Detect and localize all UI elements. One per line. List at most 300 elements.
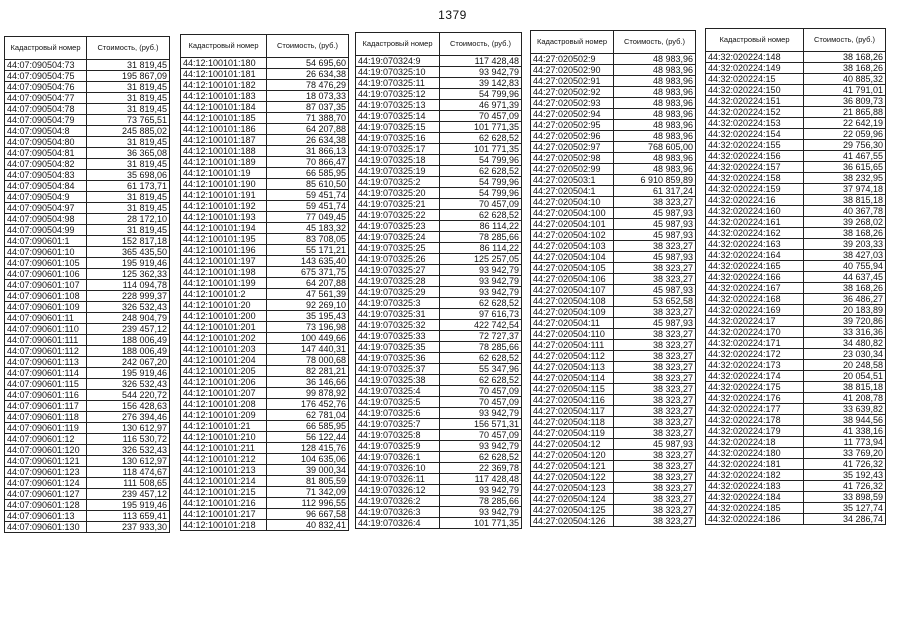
cadastral-number-cell: 44:32:020224:151 xyxy=(706,96,804,107)
cost-cell: 48 983,96 xyxy=(614,131,696,142)
cost-cell: 21 865,88 xyxy=(804,107,886,118)
cadastral-number-cell: 44:19:070325:17 xyxy=(356,144,440,155)
cadastral-number-cell: 44:32:020224:176 xyxy=(706,393,804,404)
cadastral-number-cell: 44:27:020502:98 xyxy=(531,153,614,164)
cost-cell: 72 727,37 xyxy=(440,331,522,342)
cost-cell: 41 726,32 xyxy=(804,481,886,492)
cost-cell: 85 610,50 xyxy=(267,179,349,190)
table-row xyxy=(706,96,886,107)
cadastral-number-cell: 44:32:020224:174 xyxy=(706,371,804,382)
table-row xyxy=(356,309,522,320)
cadastral-number-cell: 44:32:020224:178 xyxy=(706,415,804,426)
table-row xyxy=(5,390,170,401)
table-row xyxy=(356,133,522,144)
cadastral-number-cell: 44:32:020224:185 xyxy=(706,503,804,514)
cadastral-number-cell: 44:27:020502:92 xyxy=(531,87,614,98)
page-number: 1379 xyxy=(438,8,467,22)
cost-cell: 31 819,45 xyxy=(87,203,170,214)
cadastral-number-cell: 44:27:020502:90 xyxy=(531,65,614,76)
cadastral-number-cell: 44:19:070325:13 xyxy=(356,100,440,111)
cost-cell: 35 127,74 xyxy=(804,503,886,514)
cadastral-number-cell: 44:32:020224:158 xyxy=(706,173,804,184)
table-row xyxy=(356,342,522,353)
table-row xyxy=(181,289,349,300)
table-row xyxy=(706,459,886,470)
cost-cell: 39 720,86 xyxy=(804,316,886,327)
table-row xyxy=(181,146,349,157)
cost-cell: 62 628,52 xyxy=(440,210,522,221)
table-row xyxy=(531,318,696,329)
cadastral-number-cell: 44:19:070324:9 xyxy=(356,56,440,67)
cadastral-number-cell: 44:32:020224:173 xyxy=(706,360,804,371)
table-row xyxy=(531,340,696,351)
cost-cell: 62 628,52 xyxy=(440,133,522,144)
table-row xyxy=(531,76,696,87)
cost-cell: 326 532,43 xyxy=(87,302,170,313)
table-row xyxy=(356,276,522,287)
cadastral-number-cell: 44:32:020224:153 xyxy=(706,118,804,129)
cost-cell: 28 172,10 xyxy=(87,214,170,225)
cadastral-number-cell: 44:12:100101:213 xyxy=(181,465,267,476)
cost-cell: 38 323,27 xyxy=(614,406,696,417)
cadastral-number-cell: 44:19:070326:4 xyxy=(356,518,440,529)
cadastral-table-5 xyxy=(705,28,886,525)
table-row xyxy=(706,195,886,206)
cost-cell: 70 457,09 xyxy=(440,111,522,122)
table-row xyxy=(531,98,696,109)
cost-cell: 31 819,45 xyxy=(87,137,170,148)
cadastral-number-cell: 44:12:100101:203 xyxy=(181,344,267,355)
cost-cell: 92 269,10 xyxy=(267,300,349,311)
cadastral-number-cell: 44:32:020224:181 xyxy=(706,459,804,470)
cost-cell: 111 508,65 xyxy=(87,478,170,489)
cadastral-number-cell: 44:27:020504:117 xyxy=(531,406,614,417)
cadastral-number-cell: 44:19:070325:18 xyxy=(356,155,440,166)
cadastral-number-cell: 44:07:090601:114 xyxy=(5,368,87,379)
cadastral-number-cell: 44:07:090601:12 xyxy=(5,434,87,445)
cost-cell: 78 285,66 xyxy=(440,342,522,353)
cost-cell: 156 428,63 xyxy=(87,401,170,412)
cadastral-number-cell: 44:12:100101:194 xyxy=(181,223,267,234)
cadastral-number-cell: 44:07:090504:80 xyxy=(5,137,87,148)
cost-cell: 99 878,92 xyxy=(267,388,349,399)
cost-cell: 326 532,43 xyxy=(87,445,170,456)
table-row xyxy=(181,201,349,212)
cadastral-number-cell: 44:32:020224:15 xyxy=(706,74,804,85)
cadastral-number-cell: 44:12:100101:191 xyxy=(181,190,267,201)
table-row xyxy=(531,494,696,505)
cadastral-number-cell: 44:12:100101:210 xyxy=(181,432,267,443)
table-row xyxy=(5,71,170,82)
table-row xyxy=(531,439,696,450)
cost-cell: 48 983,96 xyxy=(614,87,696,98)
cost-cell: 54 799,96 xyxy=(440,155,522,166)
cadastral-number-cell: 44:07:090601:120 xyxy=(5,445,87,456)
cadastral-number-cell: 44:32:020224:172 xyxy=(706,349,804,360)
cadastral-number-cell: 44:07:090601:130 xyxy=(5,522,87,533)
cost-cell: 48 983,96 xyxy=(614,54,696,65)
cost-cell: 195 919,46 xyxy=(87,500,170,511)
cost-cell: 326 532,43 xyxy=(87,379,170,390)
table-row xyxy=(181,91,349,102)
cost-cell: 38 168,26 xyxy=(804,52,886,63)
cadastral-number-cell: 44:07:090504:81 xyxy=(5,148,87,159)
cadastral-number-cell: 44:32:020224:17 xyxy=(706,316,804,327)
cadastral-number-cell: 44:27:020504:103 xyxy=(531,241,614,252)
cost-cell: 34 286,74 xyxy=(804,514,886,525)
cadastral-number-cell: 44:27:020504:100 xyxy=(531,208,614,219)
cost-cell: 125 257,05 xyxy=(440,254,522,265)
cadastral-number-cell: 44:07:090504:84 xyxy=(5,181,87,192)
header-cadastral: Кадастровый номер xyxy=(356,33,440,56)
cadastral-number-cell: 44:19:070325:35 xyxy=(356,342,440,353)
cadastral-number-cell: 44:12:100101:197 xyxy=(181,256,267,267)
cadastral-number-cell: 44:19:070325:27 xyxy=(356,265,440,276)
table-row xyxy=(181,498,349,509)
table-row xyxy=(5,456,170,467)
cadastral-number-cell: 44:12:100101:206 xyxy=(181,377,267,388)
cadastral-number-cell: 44:27:020503:1 xyxy=(531,175,614,186)
table-row xyxy=(706,294,886,305)
table-row xyxy=(181,388,349,399)
cadastral-number-cell: 44:32:020224:160 xyxy=(706,206,804,217)
cost-cell: 38 168,26 xyxy=(804,228,886,239)
cadastral-number-cell: 44:32:020224:163 xyxy=(706,239,804,250)
cost-cell: 73 196,98 xyxy=(267,322,349,333)
cost-cell: 41 338,16 xyxy=(804,426,886,437)
table-row xyxy=(531,230,696,241)
cadastral-number-cell: 44:12:100101:208 xyxy=(181,399,267,410)
cadastral-number-cell: 44:32:020224:156 xyxy=(706,151,804,162)
cadastral-number-cell: 44:07:090601:11 xyxy=(5,313,87,324)
table-row xyxy=(706,173,886,184)
cost-cell: 62 628,52 xyxy=(440,353,522,364)
cadastral-number-cell: 44:12:100101:205 xyxy=(181,366,267,377)
cadastral-number-cell: 44:07:090601:128 xyxy=(5,500,87,511)
table-row xyxy=(531,450,696,461)
cadastral-number-cell: 44:12:100101:189 xyxy=(181,157,267,168)
table-row xyxy=(356,474,522,485)
cost-cell: 31 819,45 xyxy=(87,225,170,236)
table-row xyxy=(5,236,170,247)
cadastral-number-cell: 44:07:090601:121 xyxy=(5,456,87,467)
table-row xyxy=(5,247,170,258)
table-row xyxy=(531,120,696,131)
cost-cell: 41 791,01 xyxy=(804,85,886,96)
table-row xyxy=(531,417,696,428)
cadastral-number-cell: 44:27:020502:94 xyxy=(531,109,614,120)
cost-cell: 31 819,45 xyxy=(87,82,170,93)
cadastral-number-cell: 44:32:020224:18 xyxy=(706,437,804,448)
cadastral-number-cell: 44:32:020224:154 xyxy=(706,129,804,140)
table-row xyxy=(5,500,170,511)
table-row xyxy=(706,393,886,404)
cost-cell: 248 904,79 xyxy=(87,313,170,324)
cadastral-number-cell: 44:32:020224:177 xyxy=(706,404,804,415)
table-header-row xyxy=(5,37,170,60)
cadastral-number-cell: 44:32:020224:150 xyxy=(706,85,804,96)
cost-cell: 35 195,43 xyxy=(267,311,349,322)
table-row xyxy=(531,87,696,98)
cost-cell: 48 983,96 xyxy=(614,153,696,164)
table-row xyxy=(706,338,886,349)
cadastral-number-cell: 44:19:070325:3 xyxy=(356,298,440,309)
cadastral-number-cell: 44:27:020504:124 xyxy=(531,494,614,505)
table-row xyxy=(181,245,349,256)
table-row xyxy=(181,300,349,311)
cadastral-number-cell: 44:19:070325:31 xyxy=(356,309,440,320)
table-row xyxy=(181,377,349,388)
table-row xyxy=(356,419,522,430)
table-row xyxy=(706,481,886,492)
cadastral-number-cell: 44:19:070326:11 xyxy=(356,474,440,485)
cost-cell: 38 323,27 xyxy=(614,428,696,439)
table-row xyxy=(706,503,886,514)
cost-cell: 54 799,96 xyxy=(440,177,522,188)
cadastral-number-cell: 44:19:070325:15 xyxy=(356,122,440,133)
table-row xyxy=(531,428,696,439)
table-row xyxy=(181,465,349,476)
cadastral-number-cell: 44:07:090601:117 xyxy=(5,401,87,412)
cost-cell: 33 639,82 xyxy=(804,404,886,415)
cadastral-number-cell: 44:12:100101:207 xyxy=(181,388,267,399)
cadastral-number-cell: 44:12:100101:183 xyxy=(181,91,267,102)
cadastral-number-cell: 44:32:020224:182 xyxy=(706,470,804,481)
table-row xyxy=(181,102,349,113)
cost-cell: 93 942,79 xyxy=(440,67,522,78)
table-row xyxy=(706,382,886,393)
table-row xyxy=(356,496,522,507)
cadastral-number-cell: 44:32:020224:148 xyxy=(706,52,804,63)
cost-cell: 195 919,46 xyxy=(87,368,170,379)
cadastral-number-cell: 44:12:100101:184 xyxy=(181,102,267,113)
cadastral-number-cell: 44:27:020502:95 xyxy=(531,120,614,131)
cost-cell: 83 708,05 xyxy=(267,234,349,245)
table-row xyxy=(706,162,886,173)
table-row xyxy=(706,327,886,338)
cost-cell: 245 885,02 xyxy=(87,126,170,137)
table-row xyxy=(5,159,170,170)
table-row xyxy=(356,177,522,188)
cost-cell: 96 667,58 xyxy=(267,509,349,520)
cadastral-number-cell: 44:32:020224:183 xyxy=(706,481,804,492)
cost-cell: 117 428,48 xyxy=(440,56,522,67)
cost-cell: 93 942,79 xyxy=(440,485,522,496)
table-row xyxy=(181,113,349,124)
cost-cell: 93 942,79 xyxy=(440,408,522,419)
cadastral-number-cell: 44:32:020224:167 xyxy=(706,283,804,294)
table-row xyxy=(181,432,349,443)
table-row xyxy=(706,305,886,316)
cadastral-number-cell: 44:07:090601:124 xyxy=(5,478,87,489)
table-row xyxy=(5,126,170,137)
cadastral-number-cell: 44:27:020504:104 xyxy=(531,252,614,263)
cost-cell: 31 819,45 xyxy=(87,159,170,170)
table-row xyxy=(5,313,170,324)
cadastral-table-1 xyxy=(4,36,170,533)
table-row xyxy=(706,360,886,371)
cadastral-number-cell: 44:07:090504:83 xyxy=(5,170,87,181)
cadastral-number-cell: 44:12:100101:200 xyxy=(181,311,267,322)
table-row xyxy=(356,265,522,276)
cadastral-number-cell: 44:19:070326:12 xyxy=(356,485,440,496)
cost-cell: 70 457,09 xyxy=(440,199,522,210)
cadastral-number-cell: 44:07:090601:107 xyxy=(5,280,87,291)
cadastral-number-cell: 44:19:070325:11 xyxy=(356,78,440,89)
cost-cell: 78 285,66 xyxy=(440,232,522,243)
table-row xyxy=(5,93,170,104)
cost-cell: 37 974,18 xyxy=(804,184,886,195)
table-row xyxy=(531,263,696,274)
cost-cell: 26 634,38 xyxy=(267,135,349,146)
cost-cell: 47 561,39 xyxy=(267,289,349,300)
table-row xyxy=(531,406,696,417)
table-row xyxy=(5,258,170,269)
cost-cell: 31 819,45 xyxy=(87,192,170,203)
cost-cell: 38 323,27 xyxy=(614,472,696,483)
cost-cell: 53 652,58 xyxy=(614,296,696,307)
cost-cell: 77 049,45 xyxy=(267,212,349,223)
cadastral-number-cell: 44:12:100101:202 xyxy=(181,333,267,344)
cost-cell: 38 323,27 xyxy=(614,362,696,373)
cadastral-number-cell: 44:27:020502:99 xyxy=(531,164,614,175)
table-row xyxy=(356,199,522,210)
table-row xyxy=(181,168,349,179)
cadastral-number-cell: 44:27:020504:108 xyxy=(531,296,614,307)
table-row xyxy=(706,85,886,96)
table-row xyxy=(181,157,349,168)
header-cost: Стоимость, (руб.) xyxy=(267,35,349,58)
table-row xyxy=(531,65,696,76)
cost-cell: 36 809,73 xyxy=(804,96,886,107)
cost-cell: 239 457,12 xyxy=(87,489,170,500)
table-row xyxy=(706,371,886,382)
table-row xyxy=(706,239,886,250)
cadastral-number-cell: 44:19:070325:26 xyxy=(356,254,440,265)
table-row xyxy=(706,217,886,228)
table-row xyxy=(356,441,522,452)
table-row xyxy=(5,137,170,148)
cost-cell: 188 006,49 xyxy=(87,335,170,346)
cadastral-number-cell: 44:19:070325:6 xyxy=(356,408,440,419)
cadastral-number-cell: 44:27:020504:106 xyxy=(531,274,614,285)
cost-cell: 239 457,12 xyxy=(87,324,170,335)
table-row xyxy=(706,107,886,118)
table-row xyxy=(5,148,170,159)
cadastral-number-cell: 44:27:020502:93 xyxy=(531,98,614,109)
cost-cell: 33 316,36 xyxy=(804,327,886,338)
cadastral-number-cell: 44:19:070325:28 xyxy=(356,276,440,287)
cost-cell: 66 585,95 xyxy=(267,421,349,432)
cost-cell: 66 585,95 xyxy=(267,168,349,179)
cadastral-number-cell: 44:12:100101:218 xyxy=(181,520,267,531)
cadastral-number-cell: 44:07:090601:118 xyxy=(5,412,87,423)
cadastral-number-cell: 44:27:020504:116 xyxy=(531,395,614,406)
table-row xyxy=(706,206,886,217)
cadastral-number-cell: 44:12:100101:216 xyxy=(181,498,267,509)
table-row xyxy=(5,346,170,357)
cost-cell: 544 220,72 xyxy=(87,390,170,401)
cadastral-number-cell: 44:12:100101:20 xyxy=(181,300,267,311)
cost-cell: 64 207,88 xyxy=(267,124,349,135)
cadastral-number-cell: 44:12:100101:186 xyxy=(181,124,267,135)
cost-cell: 73 765,51 xyxy=(87,115,170,126)
table-row xyxy=(706,250,886,261)
table-row xyxy=(181,322,349,333)
cost-cell: 36 146,66 xyxy=(267,377,349,388)
cost-cell: 156 571,31 xyxy=(440,419,522,430)
table-row xyxy=(706,261,886,272)
table-row xyxy=(181,399,349,410)
cost-cell: 143 635,40 xyxy=(267,256,349,267)
table-row xyxy=(706,129,886,140)
header-cadastral: Кадастровый номер xyxy=(531,31,614,54)
cadastral-number-cell: 44:07:090601:106 xyxy=(5,269,87,280)
cadastral-number-cell: 44:27:020504:126 xyxy=(531,516,614,527)
table-row xyxy=(181,311,349,322)
cost-cell: 20 248,58 xyxy=(804,360,886,371)
table-row xyxy=(356,353,522,364)
cadastral-number-cell: 44:12:100101:190 xyxy=(181,179,267,190)
cost-cell: 48 983,96 xyxy=(614,98,696,109)
cadastral-number-cell: 44:19:070325:36 xyxy=(356,353,440,364)
cadastral-number-cell: 44:07:090504:75 xyxy=(5,71,87,82)
cost-cell: 71 342,09 xyxy=(267,487,349,498)
table-row xyxy=(356,430,522,441)
table-row xyxy=(5,467,170,478)
table-row xyxy=(706,151,886,162)
cost-cell: 39 203,33 xyxy=(804,239,886,250)
table-row xyxy=(706,118,886,129)
cadastral-number-cell: 44:19:070325:29 xyxy=(356,287,440,298)
cadastral-number-cell: 44:07:090601:112 xyxy=(5,346,87,357)
cadastral-number-cell: 44:32:020224:175 xyxy=(706,382,804,393)
cadastral-number-cell: 44:12:100101:180 xyxy=(181,58,267,69)
cost-cell: 147 440,31 xyxy=(267,344,349,355)
cadastral-number-cell: 44:32:020224:186 xyxy=(706,514,804,525)
table-row xyxy=(531,296,696,307)
table-row xyxy=(356,210,522,221)
table-row xyxy=(531,351,696,362)
table-row xyxy=(5,115,170,126)
cadastral-number-cell: 44:19:070325:38 xyxy=(356,375,440,386)
table-row xyxy=(531,461,696,472)
table-row xyxy=(531,373,696,384)
table-row xyxy=(5,225,170,236)
cadastral-number-cell: 44:32:020224:170 xyxy=(706,327,804,338)
cost-cell: 39 268,02 xyxy=(804,217,886,228)
cost-cell: 38 427,03 xyxy=(804,250,886,261)
table-row xyxy=(706,272,886,283)
cadastral-number-cell: 44:27:020504:110 xyxy=(531,329,614,340)
table-row xyxy=(706,415,886,426)
cost-cell: 38 323,27 xyxy=(614,197,696,208)
cadastral-number-cell: 44:19:070325:33 xyxy=(356,331,440,342)
table-row xyxy=(531,109,696,120)
cadastral-number-cell: 44:07:090601:108 xyxy=(5,291,87,302)
cadastral-number-cell: 44:19:070325:32 xyxy=(356,320,440,331)
cost-cell: 20 054,51 xyxy=(804,371,886,382)
cost-cell: 128 415,76 xyxy=(267,443,349,454)
table-row xyxy=(531,197,696,208)
cost-cell: 11 773,94 xyxy=(804,437,886,448)
table-row xyxy=(5,401,170,412)
cost-cell: 18 073,33 xyxy=(267,91,349,102)
table-row xyxy=(706,514,886,525)
cadastral-number-cell: 44:07:090504:98 xyxy=(5,214,87,225)
cadastral-number-cell: 44:07:090601:1 xyxy=(5,236,87,247)
cadastral-number-cell: 44:07:090601:119 xyxy=(5,423,87,434)
